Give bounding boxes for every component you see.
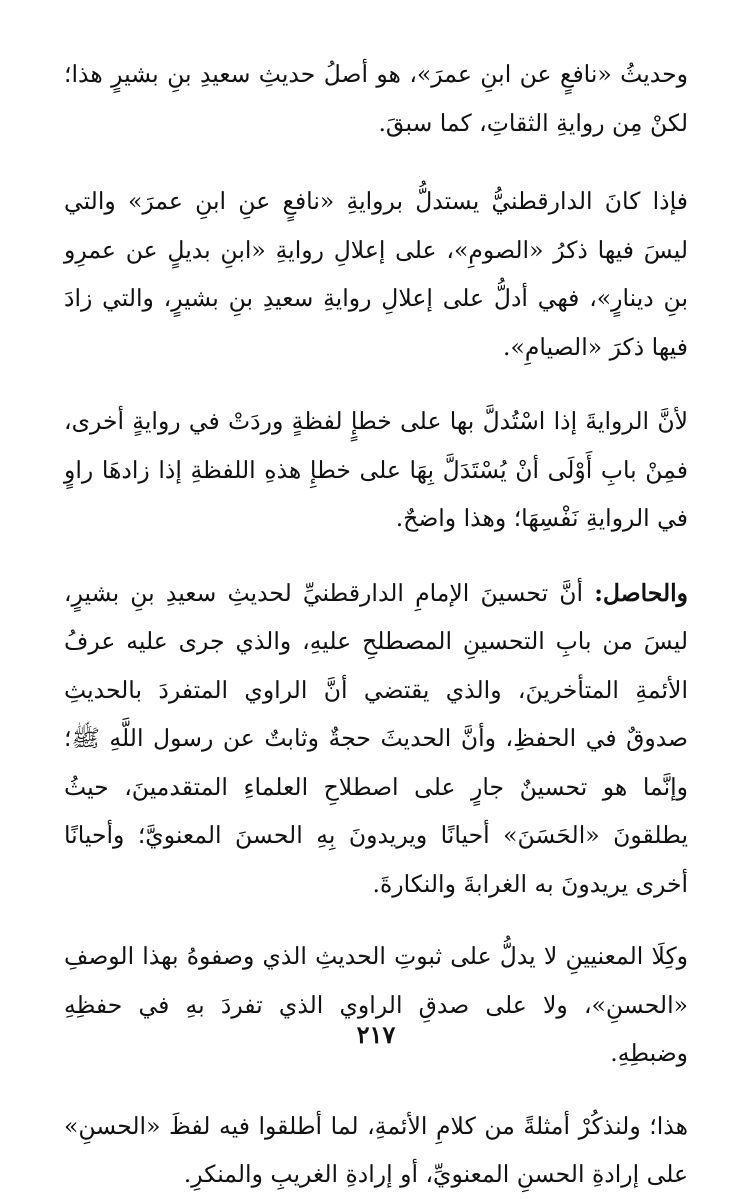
paragraph-4-lead: والحاصل: xyxy=(594,578,688,607)
paragraph-1 xyxy=(64,50,688,147)
paragraph-1-text: وحديثُ «نافعٍ عن ابنِ عمرَ»، هو أصلُ حديثِ سعيدِ بنِ بشيرٍ هذا؛ لكنْ مِن روايةِ الثقاتِ، كما سبقَ. xyxy=(64,60,688,137)
page-body xyxy=(64,50,688,1188)
paragraph-3-text: لأنَّ الروايةَ إذا اسْتُدلَّ بها على خطإٍ لفظةٍ وردَتْ في روايةٍ أخرى، فمِنْ بابِ أَوْلَى أنْ يُسْتَدَلَّ بِهَا على خطإِ هذهِ اللفظةِ إذا زادهَا راوٍ في الروايةِ نَفْسِهَا؛ وهذا واضحٌ. xyxy=(64,407,688,532)
paragraph-6 xyxy=(64,1102,688,1199)
paragraph-4-text: أنَّ تحسينَ الإمامِ الدارقطنيِّ لحديثِ سعيدِ بنِ بشيرٍ، ليسَ من بابِ التحسينِ المصطلحِ عليهِ، والذي جرى عليه عرفُ الأئمةِ المتأخرينَ، والذي يقتضي أنَّ الراوي المتفردَ بالحديثِ صدوقٌ في الحفظِ، وأنَّ الحديثَ حجةٌ وثابتٌ عن رسول اللَّهِ ﷺ؛ وإنَّما هو تحسينٌ جارٍ على اصطلاحِ العلماءِ المتقدمينَ، حيثُ يطلقونَ «الحَسَنَ» أحيانًا ويريدونَ بِهِ الحسنَ المعنويَّ؛ وأحيانًا أخرى يريدونَ به الغرابةَ والنكارةَ. xyxy=(64,578,688,898)
paragraph-6-text: هذا؛ ولنذكُرْ أمثلةً من كلامِ الأئمةِ، لما أطلقوا فيه لفظَ «الحسنِ» على إرادةِ الحسنِ المعنويِّ، أو إرادةِ الغريبِ والمنكرِ. xyxy=(64,1111,688,1188)
paragraph-2-text: فإذا كانَ الدارقطنيُّ يستدلُّ بروايةِ «نافعٍ عنِ ابنِ عمرَ» والتي ليسَ فيها ذكرُ «الصومِ»، على إعلالِ روايةِ «ابنِ بديلٍ عن عمرِو بنِ دينارٍ»، فهي أدلُّ على إعلالِ روايةِ سعيدِ بنِ بشيرٍ، والتي زادَ فيها ذكرَ «الصيامِ». xyxy=(64,187,688,361)
paragraph-5 xyxy=(64,932,688,1078)
paragraph-4 xyxy=(64,569,688,909)
paragraph-5-text: وكِلَا المعنيينِ لا يدلُّ على ثبوتِ الحديثِ الذي وصفوهُ بهذا الوصفِ «الحسنِ»، ولا على صدقِ الراوي الذي تفردَ بهِ في حفظِهِ وضبطِهِ. xyxy=(64,942,688,1067)
page-number: ٢١٧ xyxy=(356,1020,396,1049)
paragraph-2 xyxy=(64,177,688,371)
paragraph-3 xyxy=(64,397,688,543)
